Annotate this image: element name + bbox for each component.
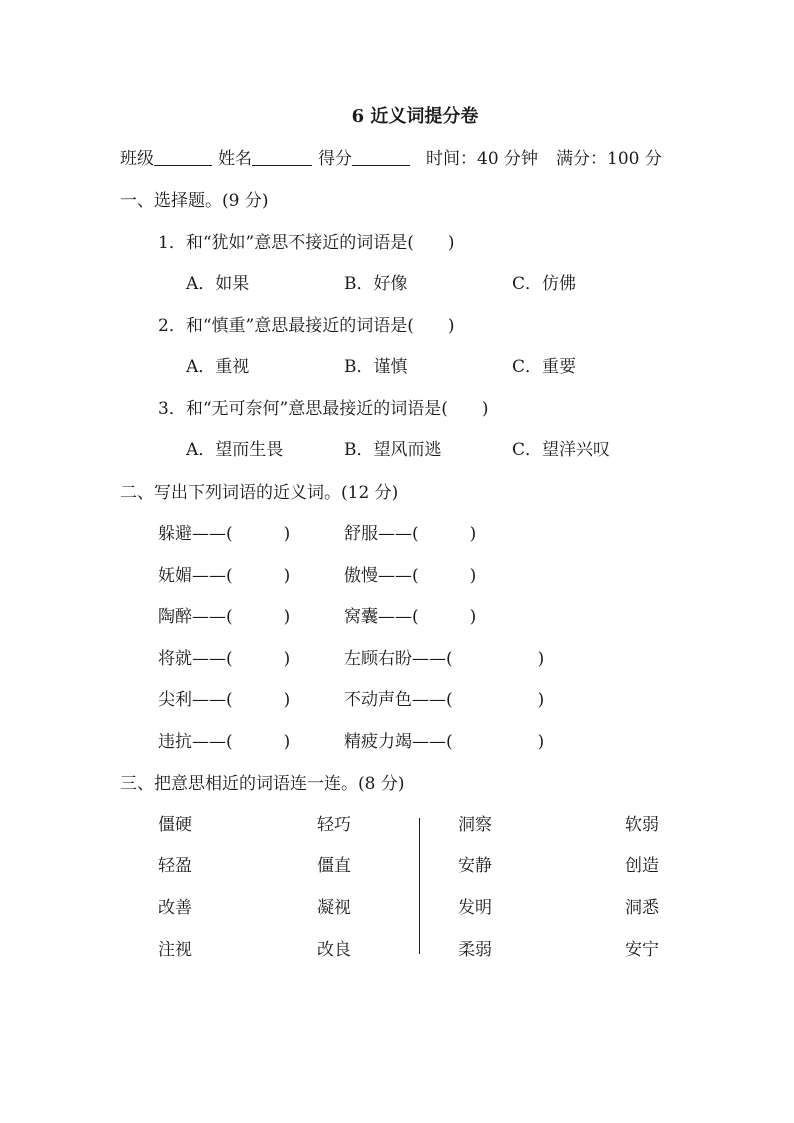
column-divider [419, 818, 420, 954]
match-word[interactable]: 凝视 [317, 898, 351, 918]
match-word[interactable]: 安宁 [625, 940, 659, 960]
name-blank[interactable] [252, 149, 312, 166]
time-text: 时间：40 分钟 [426, 149, 539, 169]
match-word[interactable]: 轻盈 [158, 856, 192, 876]
score-blank[interactable] [352, 149, 410, 166]
match-word[interactable]: 创造 [625, 856, 659, 876]
q1-option-b[interactable]: B．好像 [344, 274, 408, 294]
question-1: 1．和“犹如”意思不接近的词语是( ) [158, 233, 455, 253]
synonym-item[interactable]: 不动声色——( ) [344, 690, 545, 710]
match-word[interactable]: 柔弱 [458, 940, 492, 960]
match-word[interactable]: 改良 [317, 940, 351, 960]
q3-option-a[interactable]: A．望而生畏 [186, 440, 284, 460]
student-info-row [120, 149, 662, 169]
synonym-item[interactable]: 尖利——( ) [158, 690, 291, 710]
class-blank[interactable] [154, 149, 212, 166]
synonym-item[interactable]: 左顾右盼——( ) [344, 649, 545, 669]
q3-option-c[interactable]: C．望洋兴叹 [512, 440, 611, 460]
synonym-item[interactable]: 傲慢——( ) [344, 566, 477, 586]
match-word[interactable]: 安静 [458, 856, 492, 876]
section3-heading: 三、把意思相近的词语连一连。(8 分) [120, 774, 405, 794]
score-label: 得分 [318, 149, 352, 169]
q2-option-b[interactable]: B．谨慎 [344, 357, 408, 377]
match-word[interactable]: 改善 [158, 898, 192, 918]
synonym-item[interactable]: 窝囊——( ) [344, 607, 477, 627]
synonym-item[interactable]: 妩媚——( ) [158, 566, 291, 586]
synonym-item[interactable]: 躲避——( ) [158, 524, 291, 544]
synonym-item[interactable]: 违抗——( ) [158, 732, 291, 752]
q2-option-c[interactable]: C．重要 [512, 357, 577, 377]
class-label: 班级 [120, 149, 154, 169]
section1-heading: 一、选择题。(9 分) [120, 191, 269, 211]
name-label: 姓名 [218, 149, 252, 169]
match-word[interactable]: 僵硬 [158, 815, 192, 835]
synonym-item[interactable]: 舒服——( ) [344, 524, 477, 544]
match-word[interactable]: 软弱 [625, 815, 659, 835]
synonym-item[interactable]: 陶醉——( ) [158, 607, 291, 627]
q1-option-a[interactable]: A．如果 [186, 274, 250, 294]
q2-option-a[interactable]: A．重视 [186, 357, 250, 377]
match-word[interactable]: 轻巧 [317, 815, 351, 835]
synonym-item[interactable]: 将就——( ) [158, 649, 291, 669]
match-word[interactable]: 发明 [458, 898, 492, 918]
full-score-text: 满分：100 分 [556, 149, 662, 169]
page-title: 6 近义词提分卷 [351, 106, 479, 127]
q3-option-b[interactable]: B．望风而逃 [344, 440, 442, 460]
q1-option-c[interactable]: C．仿佛 [512, 274, 577, 294]
question-2: 2．和“慎重”意思最接近的词语是( ) [158, 316, 455, 336]
match-word[interactable]: 注视 [158, 940, 192, 960]
synonym-item[interactable]: 精疲力竭——( ) [344, 732, 545, 752]
match-word[interactable]: 僵直 [317, 856, 351, 876]
question-3: 3．和“无可奈何”意思最接近的词语是( ) [158, 399, 489, 419]
match-word[interactable]: 洞察 [458, 815, 492, 835]
match-word[interactable]: 洞悉 [625, 898, 659, 918]
section2-heading: 二、写出下列词语的近义词。(12 分) [120, 483, 399, 503]
